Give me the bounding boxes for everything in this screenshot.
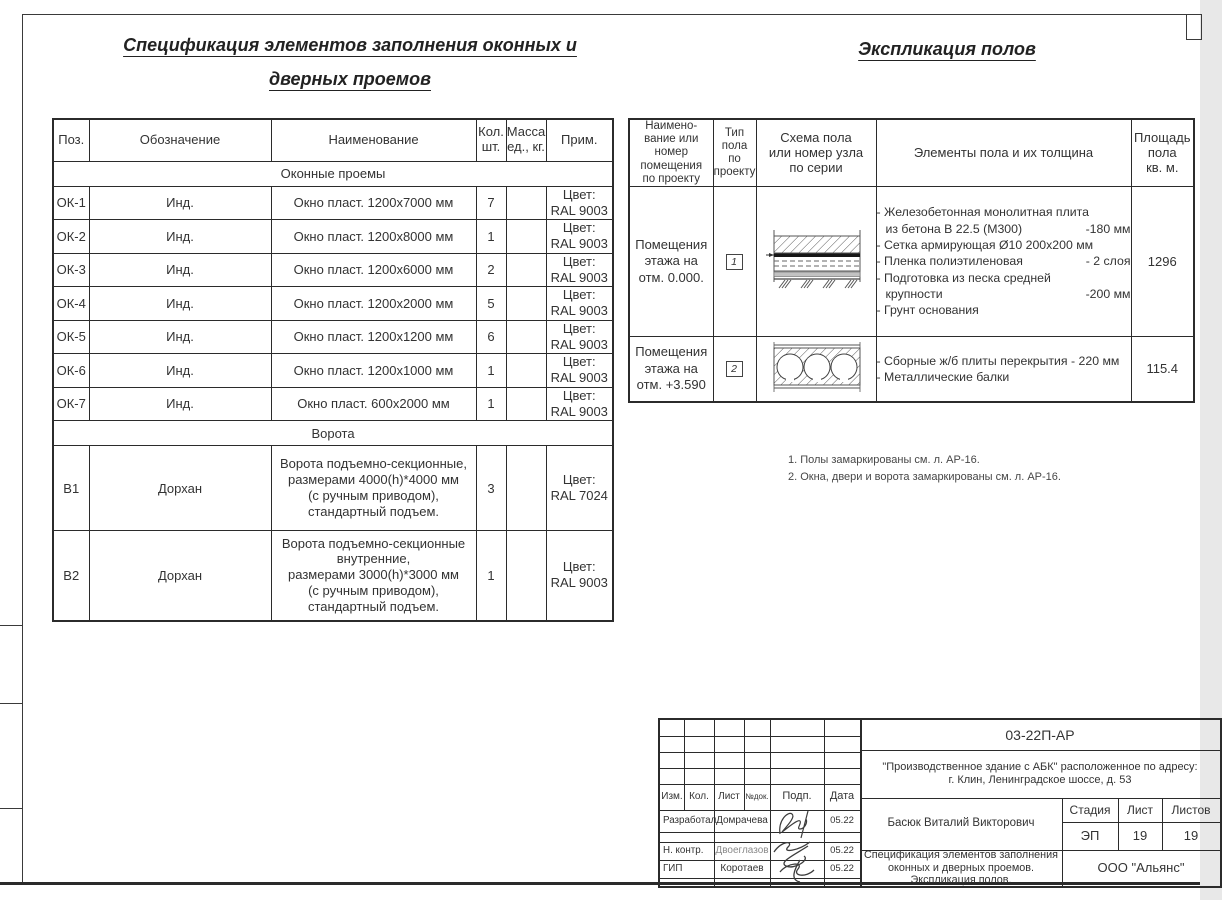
- note-1: 1. Полы замаркированы см. л. АР-16.: [788, 454, 980, 466]
- drawing-notes: [788, 452, 1061, 486]
- floors-table-title: Экспликация полов: [858, 39, 1036, 59]
- date-gip: 05.22: [830, 863, 854, 875]
- name-developed: Домрачева: [716, 815, 768, 826]
- floor-schema-monolithic-slab: [764, 228, 868, 292]
- col-name: Наименование: [271, 119, 476, 161]
- title-block: [658, 718, 1222, 888]
- stage-header: Стадия: [1069, 802, 1111, 817]
- doc-code: 03-22П-АР: [1005, 726, 1075, 743]
- stamp-line: [660, 752, 860, 753]
- spec-title-line2: дверных проемов: [269, 69, 431, 90]
- col-schema: Схема пола или номер узла по серии: [756, 119, 876, 187]
- section-row-windows: Оконные проемы: [53, 161, 613, 186]
- project-name: "Производственное здание с АБК" расположенное по адресу: г. Клин, Ленинградское шоссе, д. 53: [882, 760, 1198, 786]
- margin-divider: [0, 703, 22, 704]
- floor-element: крупности -200 мм: [885, 287, 1131, 302]
- name-ncontrol: Двоеглазов: [715, 845, 769, 856]
- company-name: ООО "Альянс": [1097, 860, 1185, 876]
- section-row-gates: Ворота: [53, 421, 613, 446]
- floor-element: из бетона В 22.5 (М300) -180 мм: [885, 221, 1131, 236]
- stamp-line: [660, 832, 860, 833]
- floor-element: - Подготовка из песка средней: [876, 270, 1051, 285]
- rev-col-list: Лист: [718, 791, 740, 802]
- col-elements: Элементы пола и их толщина: [876, 119, 1131, 187]
- spec-row: ОК-5 Инд. Окно пласт. 1200х1200 мм 6 Цвет: RAL 9003: [53, 320, 613, 354]
- role-ncontrol: Н. контр.: [663, 845, 704, 857]
- rev-col-izm: Изм.: [661, 791, 683, 802]
- rev-col-data: Дата: [829, 790, 855, 803]
- date-developed: 05.22: [830, 815, 854, 827]
- col-qty: Кол. шт.: [476, 119, 506, 161]
- stamp-line: [660, 768, 860, 769]
- col-designation: Обозначение: [89, 119, 271, 161]
- col-mass: Масса ед., кг.: [506, 119, 546, 161]
- spec-row: ОК-7 Инд. Окно пласт. 600х2000 мм 1 Цвет: RAL 9003: [53, 387, 613, 421]
- floor-type-badge: 1: [726, 254, 743, 270]
- stage-value: ЭП: [1080, 828, 1100, 844]
- spec-row: ОК-1 Инд. Окно пласт. 1200х7000 мм 7 Цвет: RAL 9003: [53, 186, 613, 220]
- floor-element: - Пленка полиэтиленовая - 2 слоя: [876, 254, 1131, 269]
- floor-element: - Грунт основания: [876, 303, 979, 318]
- spec-row-gate: В2 Дорхан Ворота подъемно-секционные внутренние, размерами 3000(h)*3000 мм (с ручным приводом), стандартный подъем. 1 Цвет: RAL 9003: [53, 531, 613, 621]
- floors-table: [628, 118, 1195, 403]
- col-room: Наимено- вание или номер помещения по проекту: [629, 119, 713, 187]
- rev-col-podp: Подп.: [782, 790, 812, 803]
- frame-corner-box: [1186, 14, 1202, 40]
- spec-row-gate: В1 Дорхан Ворота подъемно-секционные, размерами 4000(h)*4000 мм (с ручным приводом), стандартный подъем. 3 Цвет: RAL 7024: [53, 446, 613, 531]
- date-ncontrol: 05.22: [830, 845, 854, 857]
- margin-divider: [0, 625, 22, 626]
- col-floor-type: Тип пола по проекту: [713, 119, 756, 187]
- stamp-line: [660, 878, 860, 879]
- sheet-value: 19: [1132, 828, 1148, 844]
- floor-area: 1296: [1131, 187, 1194, 337]
- role-developed: Разработал: [663, 815, 717, 827]
- sheet-title: Спецификация элементов заполнения оконных и дверных проемов. Экспликация полов.: [863, 849, 1058, 887]
- sheet-header: Лист: [1126, 802, 1154, 817]
- floor-element: - Металлические балки: [876, 369, 1010, 384]
- floor-row: Помещения этажа на отм. +3.590 2 - Сборные ж/б плиты перекрытия - 220 мм - Металлические балки 115.4: [629, 337, 1194, 402]
- rev-col-ndoc: №док.: [745, 792, 769, 802]
- spec-header-row: [53, 119, 613, 161]
- floor-element: - Железобетонная монолитная плита: [876, 205, 1089, 220]
- signature-developed: [772, 808, 824, 840]
- floor-row: Помещения этажа на отм. 0.000. 1 - Железобетонная монолитная плита из бетона В 22.5 (М300) -180 мм - Сетка армирующая Ø10 200х200 мм - Пленка полиэтиленовая - 2 слоя - Подготовка из песка средней крупности -200 мм - Грунт основания 1296: [629, 187, 1194, 337]
- floor-element: - Сборные ж/б плиты перекрытия - 220 мм: [876, 353, 1120, 368]
- spec-row: ОК-3 Инд. Окно пласт. 1200х6000 мм 2 Цвет: RAL 9003: [53, 253, 613, 287]
- spec-row: ОК-2 Инд. Окно пласт. 1200х8000 мм 1 Цвет: RAL 9003: [53, 220, 613, 254]
- floor-element: - Сетка армирующая Ø10 200х200 мм: [876, 238, 1094, 253]
- floor-schema-hollow-core-slab: [764, 342, 868, 392]
- floor-type-badge: 2: [726, 361, 743, 377]
- floors-header-row: [629, 119, 1194, 187]
- frame-left-line: [22, 14, 23, 884]
- chief-name: Басюк Виталий Викторович: [887, 817, 1035, 830]
- name-gip: Коротаев: [720, 863, 764, 874]
- spec-row: ОК-6 Инд. Окно пласт. 1200х1000 мм 1 Цвет: RAL 9003: [53, 354, 613, 388]
- floor-area: 115.4: [1131, 337, 1194, 402]
- spec-table-title: [70, 28, 630, 96]
- spec-row: ОК-4 Инд. Окно пласт. 1200х2000 мм 5 Цвет: RAL 9003: [53, 287, 613, 321]
- col-area: Площадь пола кв. м.: [1131, 119, 1194, 187]
- spec-table: [52, 118, 614, 622]
- col-pos: Поз.: [53, 119, 89, 161]
- note-2: 2. Окна, двери и ворота замаркированы см. л. АР-16.: [788, 471, 1061, 484]
- sheets-header: Листов: [1171, 802, 1211, 817]
- role-gip: ГИП: [663, 863, 683, 875]
- frame-top-line: [22, 14, 1200, 15]
- margin-divider: [0, 808, 22, 809]
- rev-col-kol: Кол.: [689, 791, 709, 802]
- sheets-value: 19: [1183, 828, 1199, 844]
- col-note: Прим.: [546, 119, 613, 161]
- stamp-line: [660, 736, 860, 737]
- signature-ncontrol-gip: [770, 838, 826, 884]
- spec-title-line1: Спецификация элементов заполнения оконных и: [123, 35, 577, 55]
